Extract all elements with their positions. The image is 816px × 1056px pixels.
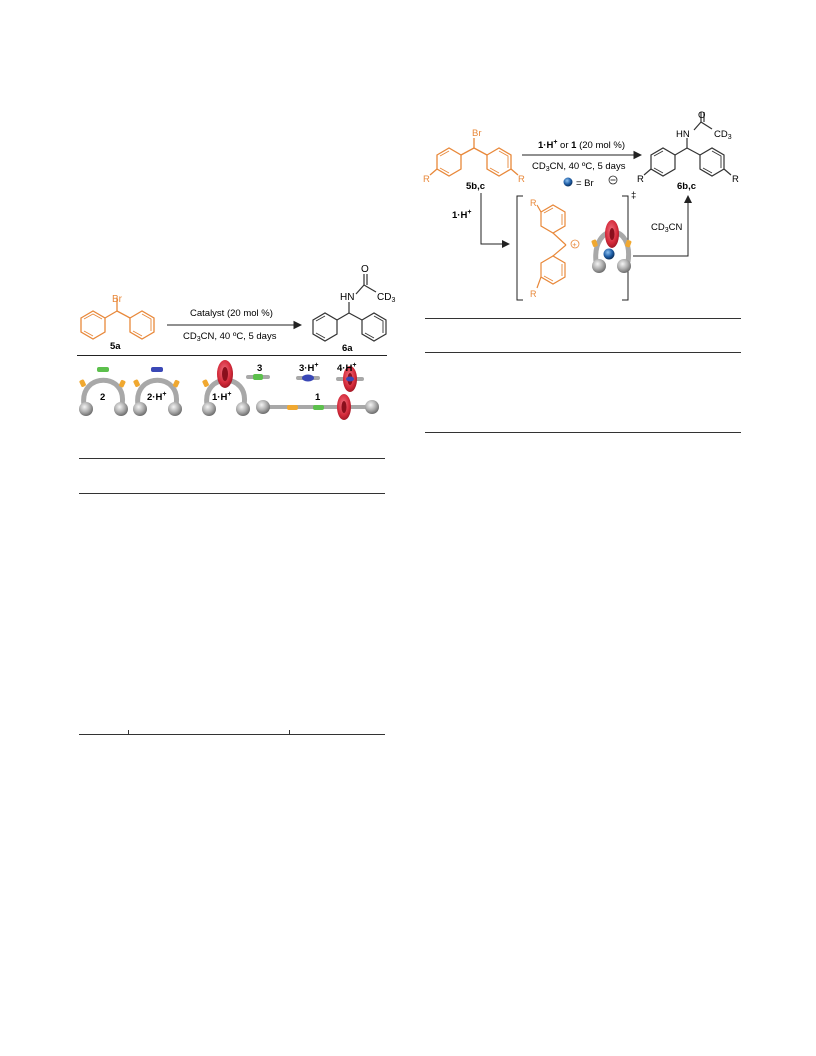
left-table-header-rule	[79, 493, 385, 494]
right-table-bottom-rule	[425, 432, 741, 433]
ts-double-dagger: ‡	[631, 190, 637, 201]
catalyst-3H	[296, 375, 320, 382]
label-cat-4H: 4·H+	[337, 362, 357, 374]
intermediate-r-bottom: R	[530, 289, 537, 299]
left-table-bottom-rule	[79, 734, 385, 735]
product-6a	[313, 274, 386, 341]
left-scheme	[0, 0, 408, 760]
label-5a: 5a	[110, 341, 121, 352]
product-6bc-hn: HN	[676, 129, 690, 140]
left-table-tick-1	[128, 730, 129, 735]
label-cat-2H: 2·H+	[147, 391, 167, 403]
product-6a-cd3: $CD_3$	[377, 292, 396, 304]
label-cat-1H: 1·H+	[212, 391, 232, 403]
product-6bc-r-left: R	[637, 174, 644, 185]
label-cat-3H: 3·H+	[299, 362, 319, 374]
right-scheme	[408, 0, 816, 460]
product-6bc	[644, 112, 731, 176]
intermediate-r-top: R	[530, 198, 537, 208]
ts-entry-label: 1·H+	[452, 209, 472, 221]
left-table-tick-2	[289, 730, 290, 735]
label-6a: 6a	[342, 343, 353, 354]
product-6a-hn: HN	[340, 292, 355, 303]
bromide-legend-ball	[564, 178, 573, 187]
label-cat-1: 1	[315, 392, 321, 403]
product-6bc-cd3: $CD_3$	[714, 129, 732, 141]
substrate-5a-br: Br	[112, 294, 122, 305]
catalyst-1H	[202, 360, 250, 416]
ts-catalyst-cartoon	[591, 220, 632, 273]
left-table-top-rule	[79, 458, 385, 459]
right-arrow-condition-top: 1·H+ or 1 (20 mol %)	[538, 139, 626, 151]
label-cat-2: 2	[100, 392, 106, 403]
substrate-5bc-r-right: R	[518, 174, 525, 185]
bromide-legend-label: = Br	[576, 178, 594, 189]
cation-charge: +	[572, 240, 577, 249]
label-5bc: 5b,c	[466, 181, 486, 192]
catalyst-3	[246, 374, 270, 380]
substrate-5bc-r-left: R	[423, 174, 430, 185]
substrate-5bc-br: Br	[472, 128, 482, 139]
bromide-minus-icon	[609, 176, 617, 184]
product-6a-o: O	[361, 264, 369, 275]
arrow-condition-bottom: $CD_3CN$, 40 ºC, 5 days	[183, 331, 277, 343]
product-6bc-o: O	[698, 110, 706, 121]
ts-exit-label: $CD_3CN$	[651, 222, 683, 234]
left-scheme-divider	[77, 355, 387, 356]
right-table-header-rule	[425, 352, 741, 353]
label-cat-3: 3	[257, 363, 263, 374]
product-6bc-r-right: R	[732, 174, 739, 185]
arrow-condition-top: Catalyst (20 mol %)	[190, 308, 273, 319]
label-6bc: 6b,c	[677, 181, 697, 192]
ts-bracket-left	[517, 196, 523, 300]
right-table-top-rule	[425, 318, 741, 319]
ts-entry-arrow	[481, 193, 509, 244]
right-arrow-condition-bottom: $CD_3CN$, 40 ºC, 5 days	[532, 161, 626, 173]
substrate-5bc	[430, 138, 518, 176]
carbocation-intermediate	[537, 205, 566, 288]
